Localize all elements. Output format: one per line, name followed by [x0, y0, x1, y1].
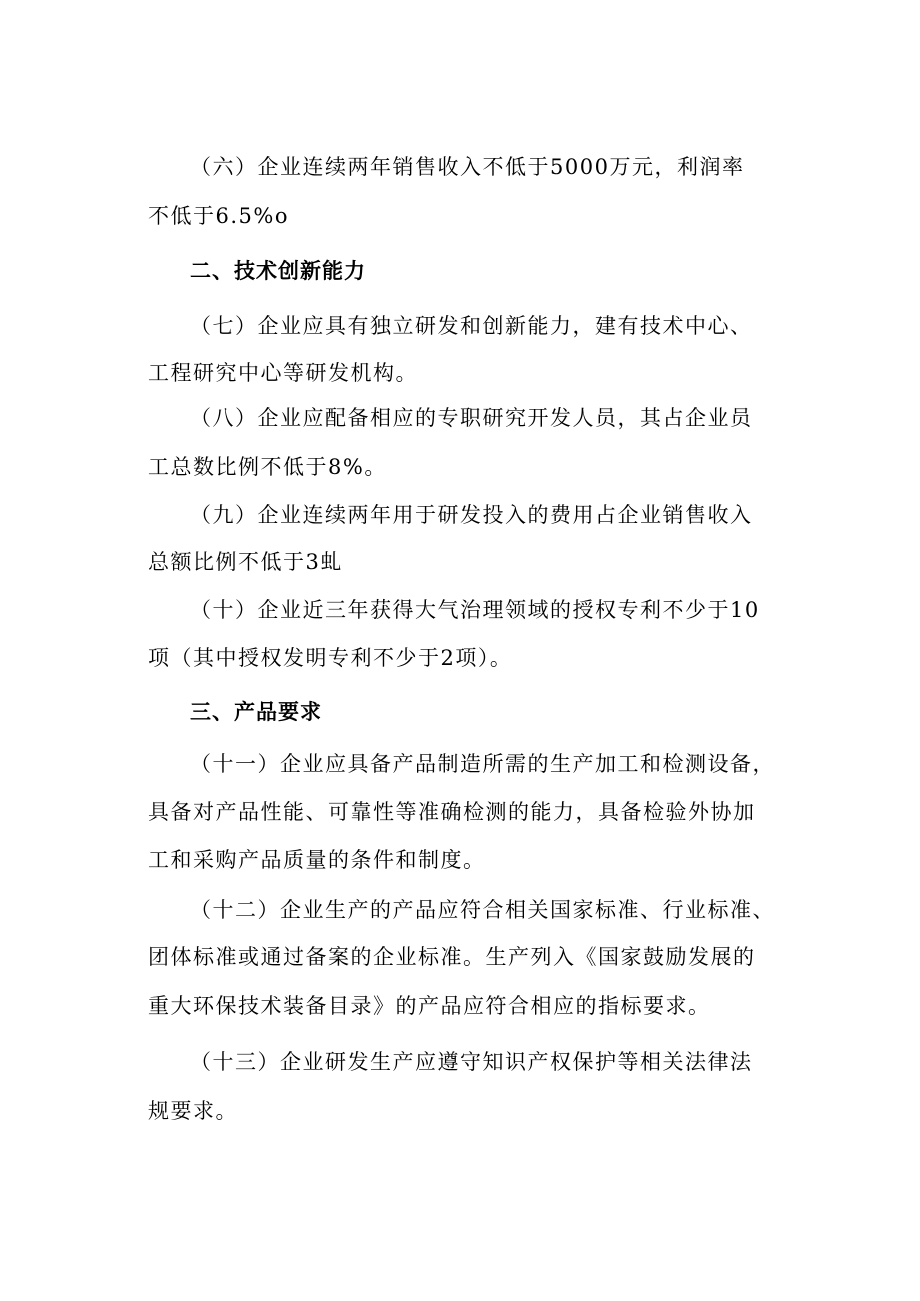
paragraph-12-line-3: 重大环保技术装备目录》的产品应符合相应的指标要求。	[148, 994, 711, 1018]
section-heading-tech-innovation: 二、技术创新能力	[190, 259, 366, 283]
paragraph-6-line-1: （六）企业连续两年销售收入不低于5000万元，利润率	[190, 155, 745, 179]
paragraph-10-line-1: （十）企业近三年获得大气治理领域的授权专利不少于10	[190, 598, 760, 622]
paragraph-7-line-2: 工程研究中心等研发机构。	[148, 361, 418, 385]
paragraph-13-line-2: 规要求。	[148, 1099, 238, 1123]
paragraph-10-line-2: 项（其中授权发明专利不少于2项）。	[148, 646, 513, 670]
paragraph-8-line-1: （八）企业应配备相应的专职研究开发人员，其占企业员	[190, 406, 753, 430]
paragraph-9-line-2: 总额比例不低于3虬	[148, 550, 343, 574]
paragraph-6-line-2: 不低于6.5%o	[148, 204, 289, 228]
paragraph-13-line-1: （十三）企业研发生产应遵守知识产权保护等相关法律法	[190, 1050, 753, 1074]
paragraph-11-line-1: （十一）企业应具备产品制造所需的生产加工和检测设备，	[190, 752, 775, 776]
paragraph-11-line-3: 工和采购产品质量的条件和制度。	[148, 848, 486, 872]
paragraph-12-line-2: 团体标准或通过备案的企业标准。生产列入《国家鼓励发展的	[148, 945, 756, 969]
paragraph-8-line-2: 工总数比例不低于8%。	[148, 455, 387, 479]
paragraph-12-line-1: （十二）企业生产的产品应符合相关国家标准、行业标准、	[190, 898, 775, 922]
section-heading-product-requirements: 三、产品要求	[190, 700, 322, 724]
paragraph-7-line-1: （七）企业应具有独立研发和创新能力，建有技术中心、	[190, 314, 753, 338]
paragraph-11-line-2: 具备对产品性能、可靠性等准确检测的能力，具备检验外协加	[148, 800, 756, 824]
paragraph-9-line-1: （九）企业连续两年用于研发投入的费用占企业销售收入	[190, 503, 753, 527]
